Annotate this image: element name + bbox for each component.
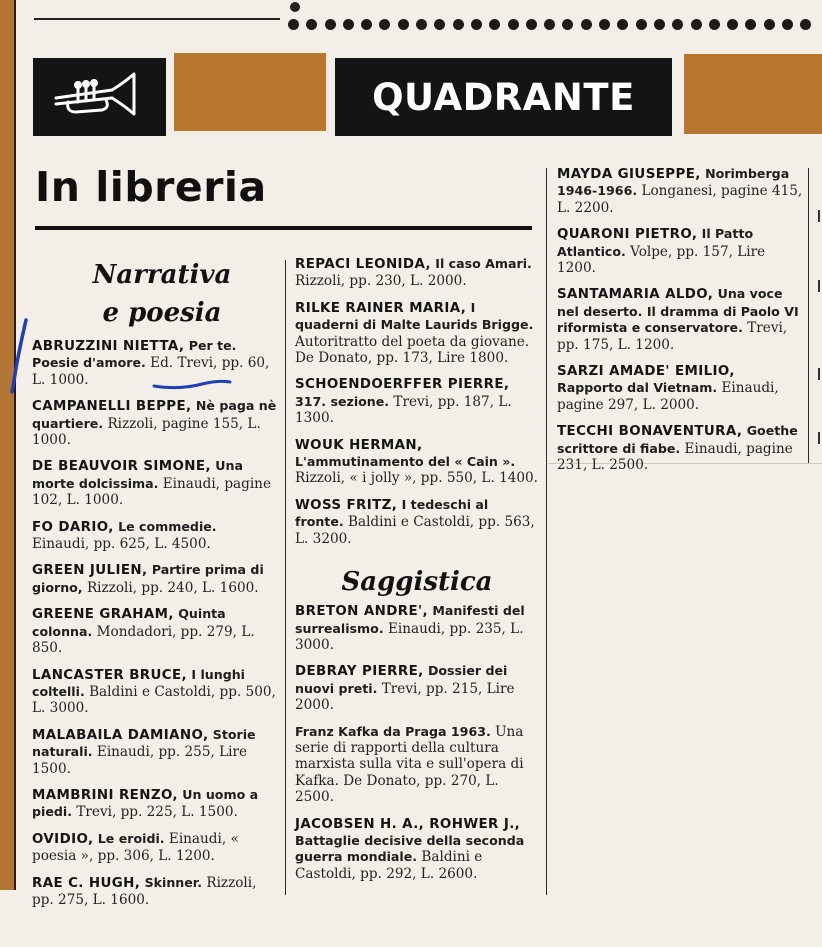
book-entry xyxy=(295,437,539,487)
book-title: Rapporto dal Vietnam. xyxy=(557,380,718,396)
book-details: Autoritratto del poeta da giovane. De Donato, pp. 173, Lire 1800. xyxy=(295,333,530,367)
ornament-dot xyxy=(782,19,793,30)
book-details: Einaudi, « poesia », pp. 306, L. 1200. xyxy=(32,830,239,865)
book-title: I quaderni di Malte Laurids Brigge. xyxy=(295,299,534,333)
book-entry xyxy=(295,603,539,653)
book-details: Einaudi, pagine 297, L. 2000. xyxy=(557,380,779,413)
book-author: OVIDIO, xyxy=(32,831,94,847)
book-details: Una serie di rapporti della cultura marxista sulla vita e sull'opera di Kafka. De Donato, pp. 270, L. 2500. xyxy=(295,723,524,806)
book-author: SANTAMARIA ALDO, xyxy=(557,287,714,303)
book-author: SCHOENDOERFFER PIERRE, xyxy=(295,377,510,393)
book-entry xyxy=(295,724,539,806)
book-author: GREENE GRAHAM, xyxy=(32,607,174,623)
book-entry xyxy=(32,606,278,656)
book-author: LANCASTER BRUCE, xyxy=(32,667,188,683)
ornament-dot xyxy=(453,19,464,30)
book-title: Goethe scrittore di fiabe. xyxy=(557,423,798,456)
ornament-dot xyxy=(617,19,628,30)
book-details: Rizzoli, pp. 275, L. 1600. xyxy=(32,874,257,908)
book-details: Trevi, pp. 215, Lire 2000. xyxy=(295,680,515,714)
book-author: ABRUZZINI NIETTA, xyxy=(32,339,185,354)
ink-margin-stroke xyxy=(6,316,32,396)
ornament-dot xyxy=(562,19,573,30)
book-author: SARZI AMADE' EMILIO, xyxy=(557,364,735,380)
book-details: Trevi, pp. 225, L. 1500. xyxy=(76,804,238,821)
book-details: Volpe, pp. 157, Lire 1200. xyxy=(557,243,766,277)
book-author: WOUK HERMAN, xyxy=(295,437,423,453)
book-details: Einaudi, pagine 231, L. 2500. xyxy=(557,440,793,474)
dotted-ornament xyxy=(288,19,811,30)
book-details: Rizzoli, pp. 240, L. 1600. xyxy=(86,579,259,596)
ornament-dot xyxy=(526,19,537,30)
page-headline: In libreria xyxy=(35,163,267,211)
ornament-dot xyxy=(581,19,592,30)
ornament-dot xyxy=(672,19,683,30)
book-list xyxy=(295,603,539,882)
book-entry xyxy=(295,816,539,883)
book-entry xyxy=(557,226,803,276)
book-title: L'ammutinamento del « Cain ». xyxy=(295,454,516,470)
book-author: REPACI LEONIDA, xyxy=(295,257,431,272)
ornament-dot xyxy=(764,19,775,30)
book-title: Nè paga nè quartiere. xyxy=(32,398,277,431)
book-title: Norimberga 1946-1966. xyxy=(557,166,790,199)
column-narrativa xyxy=(32,256,278,918)
top-dot xyxy=(290,2,300,12)
book-details: Rizzoli, pp. 230, L. 2000. xyxy=(295,273,467,290)
book-title: Manifesti del surrealismo. xyxy=(295,603,525,636)
book-list xyxy=(32,338,278,908)
ornament-dot xyxy=(727,19,738,30)
book-author: RAE C. HUGH, xyxy=(32,875,141,891)
ornament-dot xyxy=(489,19,500,30)
book-author: QUARONI PIETRO, xyxy=(557,227,698,243)
book-title: Battaglie decisive della seconda guerra mondiale. xyxy=(295,832,525,865)
book-details: Baldini e Castoldi, pp. 563, L. 3200. xyxy=(295,514,535,547)
top-rule xyxy=(34,18,280,20)
book-entry xyxy=(295,256,539,290)
ornament-dot xyxy=(398,19,409,30)
page-edge-strip xyxy=(0,0,14,890)
book-entry xyxy=(295,376,539,426)
section-banner xyxy=(335,58,672,136)
book-author: TECCHI BONAVENTURA, xyxy=(557,424,743,440)
book-entry xyxy=(32,831,278,865)
ornament-dot xyxy=(709,19,720,30)
section-title-saggistica: Saggistica xyxy=(341,567,493,598)
ornament-dot xyxy=(306,19,317,30)
headline-rule xyxy=(35,226,532,230)
book-entry xyxy=(295,497,539,547)
column-right xyxy=(557,166,803,484)
book-details: Einaudi, pp. 235, L. 3000. xyxy=(295,620,524,653)
book-details: Einaudi, pp. 255, Lire 1500. xyxy=(32,744,248,777)
book-entry xyxy=(557,286,803,353)
copper-band-left xyxy=(174,53,326,131)
ornament-dot xyxy=(654,19,665,30)
ornament-dot xyxy=(691,19,702,30)
book-details: Trevi, pp. 175, L. 1200. xyxy=(557,320,788,353)
book-details: Baldini e Castoldi, pp. 292, L. 2600. xyxy=(295,849,483,882)
book-title: Le eroidi. xyxy=(97,830,165,846)
book-details: Longanesi, pagine 415, L. 2200. xyxy=(557,183,803,216)
book-details: Baldini e Castoldi, pp. 500, L. 3000. xyxy=(32,683,276,717)
ornament-dot xyxy=(800,19,811,30)
book-author: JACOBSEN H. A., ROHWER J., xyxy=(295,816,521,832)
book-title: I lunghi coltelli. xyxy=(32,666,245,699)
section-banner-title: QUADRANTE xyxy=(372,75,635,119)
book-author: CAMPANELLI BEPPE, xyxy=(32,399,192,415)
book-title: Partire prima di giorno, xyxy=(32,562,264,595)
book-author: DEBRAY PIERRE, xyxy=(295,664,424,680)
book-entry xyxy=(557,166,803,216)
book-title: Le commedie. xyxy=(118,518,217,534)
page-edge-line xyxy=(14,0,16,890)
ornament-dot xyxy=(471,19,482,30)
book-details: Einaudi, pp. 625, L. 4500. xyxy=(32,536,211,553)
book-entry xyxy=(32,787,278,821)
book-author: MAMBRINI RENZO, xyxy=(32,787,178,803)
ornament-dot xyxy=(343,19,354,30)
book-title: Franz Kafka da Praga 1963. xyxy=(295,723,491,739)
book-list xyxy=(295,256,539,547)
ornament-dot xyxy=(416,19,427,30)
book-entry xyxy=(557,363,803,413)
ornament-dot xyxy=(508,19,519,30)
book-author: WOSS FRITZ, xyxy=(295,497,398,513)
book-title: Il Patto Atlantico. xyxy=(557,226,754,259)
book-author: MAYDA GIUSEPPE, xyxy=(557,167,701,182)
book-entry xyxy=(32,667,278,717)
book-title: Quinta colonna. xyxy=(32,606,226,639)
book-entry xyxy=(295,300,539,367)
column-rule-2 xyxy=(546,168,547,895)
book-author: BRETON ANDRE', xyxy=(295,604,428,620)
book-title: Una morte dolcissima. xyxy=(32,458,243,491)
book-details: Mondadori, pp. 279, L. 850. xyxy=(32,623,255,657)
book-author: MALABAILA DAMIANO, xyxy=(32,727,209,743)
ornament-dot xyxy=(361,19,372,30)
book-entry xyxy=(295,663,539,713)
ink-underline xyxy=(150,376,234,392)
ornament-dot xyxy=(599,19,610,30)
book-entry xyxy=(32,727,278,777)
column-middle xyxy=(295,256,539,892)
book-title: I tedeschi al fronte. xyxy=(295,496,489,530)
book-list xyxy=(557,166,803,474)
book-title: Skinner. xyxy=(144,874,202,890)
book-details: Rizzoli, pagine 155, L. 1000. xyxy=(32,415,261,449)
ornament-dot xyxy=(434,19,445,30)
ornament-dot xyxy=(379,19,390,30)
copper-band-right xyxy=(684,54,822,134)
ornament-dot xyxy=(325,19,336,30)
book-details: Trevi, pp. 187, L. 1300. xyxy=(295,393,512,427)
column-rule-3 xyxy=(808,168,809,463)
book-entry xyxy=(32,458,278,508)
book-entry xyxy=(32,398,278,448)
book-entry xyxy=(32,562,278,596)
book-author: DE BEAUVOIR SIMONE, xyxy=(32,459,211,475)
book-title: 317. sezione. xyxy=(295,393,390,409)
book-title: Il caso Amari. xyxy=(435,256,532,271)
book-title: Dossier dei nuovi preti. xyxy=(295,663,508,696)
book-title: Un uomo a piedi. xyxy=(32,786,259,820)
book-details: Ed. Trevi, pp. 60, L. 1000. xyxy=(32,355,270,388)
book-title: Una voce nel deserto. Il dramma di Paolo VI riformista e conservatore. xyxy=(557,286,799,336)
section-title-narrativa: Narrativa e poesia xyxy=(92,260,232,328)
book-entry xyxy=(32,519,278,553)
book-title: Per te. Poesie d'amore. xyxy=(32,338,237,371)
book-entry xyxy=(557,423,803,473)
column-rule-1 xyxy=(285,260,286,895)
book-author: FO DARIO, xyxy=(32,519,114,535)
book-details: Einaudi, pagine 102, L. 1000. xyxy=(32,475,271,509)
book-title: Storie naturali. xyxy=(32,726,256,760)
book-entry xyxy=(32,875,278,909)
ornament-dot xyxy=(636,19,647,30)
ornament-dot xyxy=(544,19,555,30)
ornament-dot xyxy=(745,19,756,30)
book-details: Rizzoli, « i jolly », pp. 550, L. 1400. xyxy=(295,470,539,487)
ornament-dot xyxy=(288,19,299,30)
book-author: RILKE RAINER MARIA, xyxy=(295,300,467,316)
trumpet-icon xyxy=(52,68,138,118)
book-author: GREEN JULIEN, xyxy=(32,563,148,579)
